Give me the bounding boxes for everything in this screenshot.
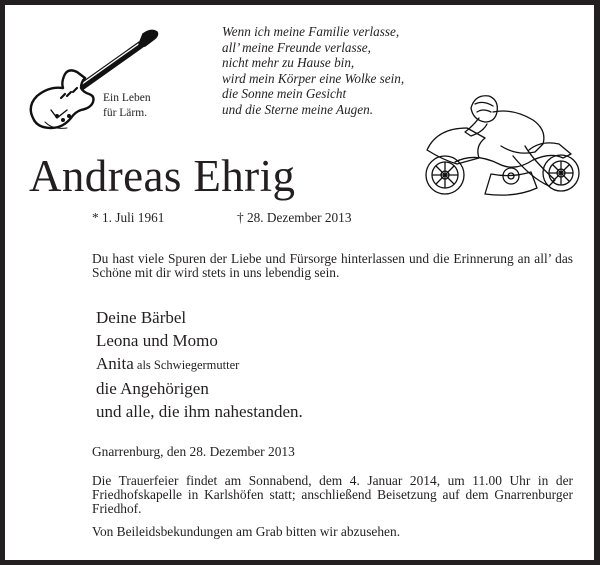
- poem-line: nicht mehr zu Hause bin,: [222, 55, 355, 70]
- birth-date: * 1. Juli 1961: [92, 210, 165, 225]
- motorcycle-icon: [415, 90, 585, 200]
- service-info: Die Trauerfeier findet am Sonnabend, dem 4. Januar 2014, um 11.00 Uhr in der Friedhofskapelle in Karlshöfen statt; anschließend Beisetzung auf dem Gnarrenburger Friedhof.: [92, 473, 573, 516]
- motto-line-1: Ein Leben: [103, 92, 151, 104]
- mourner-line: und alle, die ihm nahestanden.: [96, 402, 303, 421]
- mourner-line: [96, 352, 303, 377]
- mourner-relation: als Schwiegermutter: [133, 358, 240, 372]
- mourner-name: Anita: [96, 354, 134, 373]
- obituary-card: [5, 5, 594, 560]
- mourner-line: Deine Bärbel: [96, 308, 187, 327]
- tribute-text: Du hast viele Spuren der Liebe und Fürsorge hinterlassen und die Erinnerung an all’ das Schöne mit dir wird stets in uns lebendig sein.: [92, 251, 573, 280]
- poem-line: Wenn ich meine Familie verlasse,: [222, 24, 400, 39]
- mourner-line: die Angehörigen: [96, 379, 209, 398]
- poem-line: all’ meine Freunde verlasse,: [222, 39, 371, 55]
- mourners-list: [96, 306, 303, 423]
- poem-line: die Sonne mein Gesicht: [222, 86, 347, 101]
- death-date: † 28. Dezember 2013: [237, 210, 352, 225]
- mourner-line: Leona und Momo: [96, 331, 218, 350]
- poem-line: und die Sterne meine Augen.: [222, 101, 374, 117]
- poem: [222, 24, 404, 117]
- deceased-name: Andreas Ehrig: [29, 151, 296, 201]
- guitar-icon: [15, 20, 165, 140]
- condolences-note: Von Beileidsbekundungen am Grab bitten wir abzusehen.: [92, 524, 401, 539]
- place-date: Gnarrenburg, den 28. Dezember 2013: [92, 444, 295, 459]
- motto-line-2: für Lärm.: [103, 107, 148, 119]
- motto-text: [103, 91, 151, 121]
- poem-line: wird mein Körper eine Wolke sein,: [222, 70, 405, 86]
